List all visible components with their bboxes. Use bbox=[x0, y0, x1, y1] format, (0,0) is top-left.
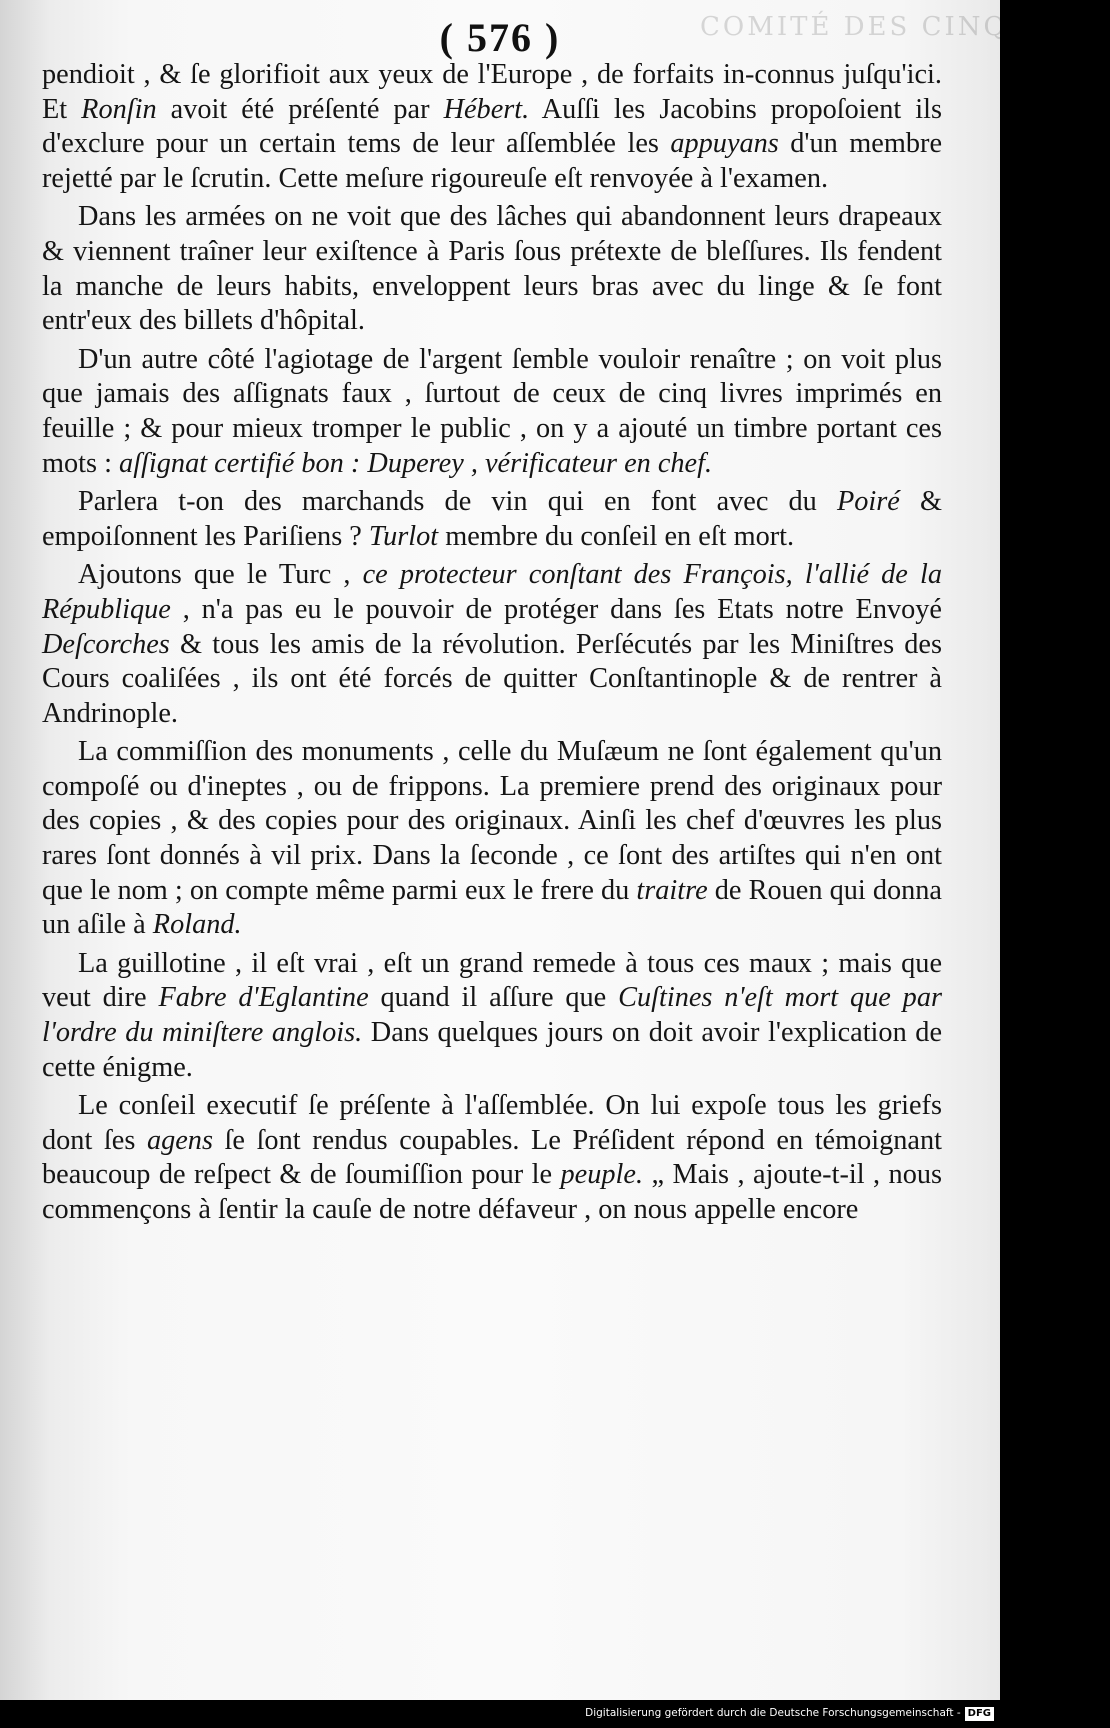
text-run: membre du conſeil en eſt mort. bbox=[438, 520, 795, 552]
paragraph bbox=[42, 1089, 942, 1227]
italic-text: Turlot bbox=[368, 520, 439, 552]
text-run: Dans quelques jours on doit avoir l'explication de cette énigme. bbox=[42, 1017, 942, 1083]
italic-text: Poiré bbox=[836, 486, 900, 518]
text-run: „ Mais , ajoute-t-il , nous commençons à ſentir la cauſe de notre défaveur , on nous appelle encore bbox=[42, 1159, 942, 1225]
footer-credit: Digitalisierung gefördert durch die Deutsche Forschungsgemeinschaft - bbox=[585, 1707, 961, 1719]
text-run: d'un membre rejetté par le ſcrutin. Cette meſure rigoureuſe eſt renvoyée à l'examen. bbox=[42, 128, 943, 194]
italic-text: peuple. bbox=[560, 1159, 644, 1191]
body-text bbox=[42, 58, 942, 1228]
text-run: ſe ſont rendus coupables. Le Préſident répond en témoignant beaucoup de reſpect & de ſoumiſſion pour le bbox=[42, 1124, 943, 1191]
italic-text: appuyans bbox=[670, 128, 779, 160]
text-run: La commiſſion des monuments , celle du Muſæum ne ſont également qu'un compoſé ou d'ineptes , ou de frippons. La premiere prend des originaux pour des copies , & des copies pour des originaux. Ainſi les chef d'œuvres les plus rares ſont donnés à vil prix. Dans la ſeconde , ce ſont des artiſtes qui n'en ont que le nom ; on compte même parmi eux le frere du bbox=[42, 736, 942, 906]
page-number-header: ( 576 ) bbox=[439, 15, 561, 60]
paragraph bbox=[42, 200, 942, 338]
bleed-through-text: COMITÉ DES CINQ CENT bbox=[700, 12, 1110, 42]
text-run: avoit été préſenté par bbox=[156, 93, 444, 125]
text-run: de Rouen qui donna un aſile à bbox=[42, 874, 942, 941]
italic-text: Deſcorches bbox=[42, 628, 170, 660]
text-run: quand il aſſure que bbox=[368, 982, 619, 1014]
text-run: D'un autre côté l'agiotage de l'argent ſemble vouloir renaître ; on voit plus que jamais des aſſignats faux , ſurtout de ceux de cinq livres imprimés en feuille ; & pour mieux tromper le public , on y a ajouté un timbre portant ces mots : bbox=[42, 343, 942, 479]
text-run: , n'a pas eu le pouvoir de protéger dans ſes Etats notre Envoyé bbox=[170, 593, 942, 625]
italic-text: traitre bbox=[636, 874, 708, 906]
text-run: La guillotine , il eſt vrai , eſt un grand remede à tous ces maux ; mais que veut dire bbox=[42, 947, 942, 1014]
text-run: Auſſi les Jacobins propoſoient ils d'exclure pour un certain tems de leur aſſemblée les bbox=[42, 93, 942, 160]
text-run: Ajoutons que le Turc , bbox=[78, 559, 363, 591]
text-run: Parlera t-on des marchands de vin qui en font avec du bbox=[78, 486, 837, 518]
footer-bar bbox=[0, 1700, 1000, 1727]
italic-text: agens bbox=[146, 1124, 213, 1156]
italic-text: Hébert. bbox=[443, 93, 530, 125]
paragraph bbox=[42, 485, 942, 554]
dfg-logo: DFG bbox=[965, 1707, 994, 1721]
italic-text: Fabre d'Eglantine bbox=[158, 982, 369, 1014]
paragraph bbox=[42, 558, 942, 731]
italic-text: Cuſtines n'eſt mort que par l'ordre du miniſtere anglois. bbox=[42, 982, 942, 1049]
paragraph bbox=[42, 947, 942, 1085]
text-run: & empoiſonnent les Pariſiens ? bbox=[42, 486, 942, 552]
italic-text: aſſignat certifié bon : Duperey , vérificateur en chef. bbox=[119, 447, 713, 479]
paragraph bbox=[42, 735, 942, 943]
paragraph bbox=[42, 58, 942, 196]
text-run: & tous les amis de la révolution. Perſécutés par les Miniſtres des Cours coaliſées , ils ont été forcés de quitter Conſtantinople & de rentrer à Andrinople. bbox=[42, 628, 942, 729]
italic-text: Ronſin bbox=[81, 93, 157, 125]
text-run: Dans les armées on ne voit que des lâches qui abandonnent leurs drapeaux & viennent traîner leur exiſtence à Paris ſous prétexte de bleſſures. Ils fendent la manche de leurs habits, enveloppent leurs bras avec du linge & ſe font entr'eux des billets d'hôpital. bbox=[42, 201, 942, 337]
italic-text: ce protecteur conſtant des François, l'allié de la République bbox=[42, 559, 942, 625]
italic-text: Roland. bbox=[152, 909, 242, 941]
text-run: Le conſeil executif ſe préſente à l'aſſemblée. On lui expoſe tous les griefs dont ſes bbox=[42, 1090, 942, 1156]
paragraph bbox=[42, 343, 942, 481]
text-run: pendioit , & ſe glorifioit aux yeux de l'Europe , de forfaits in-connus juſqu'ici. Et bbox=[42, 59, 942, 125]
